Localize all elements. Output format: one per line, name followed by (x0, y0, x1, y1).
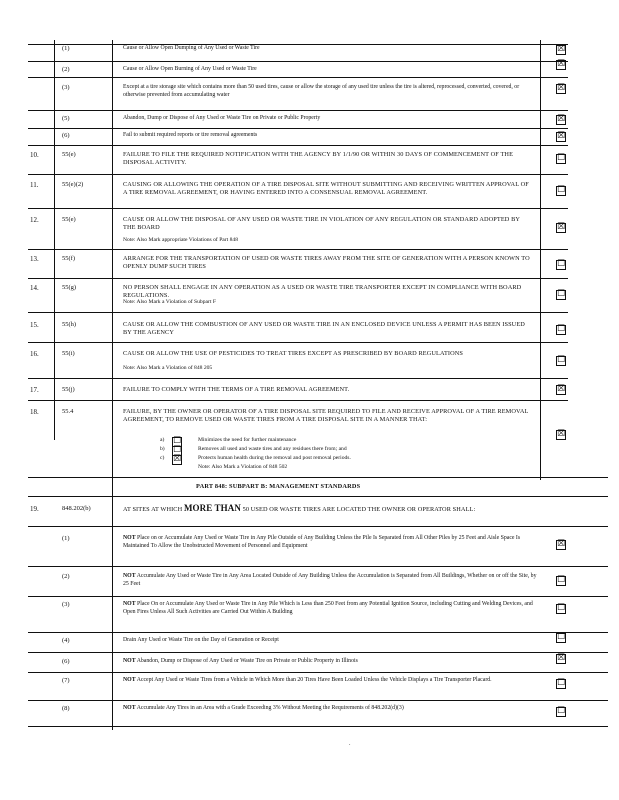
rule (28, 249, 568, 250)
violation-checkbox[interactable]: ☒ (557, 384, 566, 394)
rule (28, 596, 608, 597)
row-bold: NOT (123, 601, 136, 607)
row-section: (6) (62, 658, 70, 665)
rule (28, 526, 608, 527)
sub-item-text: Removes all used and waste tires and any residues there from; and (198, 446, 347, 452)
violation-checkbox[interactable]: ☐ (557, 289, 566, 299)
row-text: CAUSE OR ALLOW THE USE OF PESTICIDES TO TREAT TIRES EXCEPT AS PRESCRIBED BY BOARD REGULATIONS (123, 350, 463, 357)
row-section: 55(e) (62, 216, 76, 223)
row-text: CAUSE OR ALLOW THE COMBUSTION OF ANY USED OR WASTE TIRE IN AN ENCLOSED DEVICE UNLESS A PERMIT HAS BEEN ISSUED BY THE AGENCY (123, 321, 525, 336)
row-text: Cause or Allow Open Dumping of Any Used or Waste Tire (123, 45, 260, 51)
row-text: Accumulate Any Used or Waste Tire in Any Area Located Outside of Any Building Unless the Accumulation is Separated from All Buildings, Whether on or off the Site, by 25 Feet (123, 573, 537, 587)
row-text: FAILURE, BY THE OWNER OR OPERATOR OF A TIRE DISPOSAL SITE REQUIRED TO FILE AND RECEIVE APPROVAL OF A TIRE REMOVAL AGREEMENT, TO REMOVE USED OR WASTE TIRES FROM A TIRE DISPOSAL SITE IN A MANNER THAT: (123, 408, 529, 423)
row-text: CAUSING OR ALLOWING THE OPERATION OF A TIRE DISPOSAL SITE WITHOUT SUBMITTING AND RECEIVING WRITTEN APPROVAL OF A TIRE REMOVAL AGREEMENT, OR HAVING ENTERED INTO A CONSENSUAL REMOVAL AGREEMENT. (123, 181, 529, 196)
row-bold: NOT (123, 658, 136, 664)
row-text: ARRANGE FOR THE TRANSPORTATION OF USED OR WASTE TIRES AWAY FROM THE SITE OF GENERATION WITH A PERSON KNOWN TO OPENLY DUMP SUCH TIRES (123, 255, 530, 270)
sub-item-label: c) (160, 455, 165, 461)
sub-item-checkbox[interactable]: ☒ (173, 454, 182, 464)
sub-item-label: a) (160, 437, 165, 443)
row-number: 16. (30, 350, 39, 358)
rule (28, 672, 608, 673)
rule (28, 378, 568, 379)
sub-note-text: Note: Also Mark a Violation of 848 502 (198, 464, 288, 470)
rule (28, 400, 568, 401)
rule (28, 77, 568, 78)
violation-checkbox[interactable]: ☐ (557, 632, 566, 642)
row-number: 19. (30, 505, 39, 513)
row-text: Abandon, Dump or Dispose of Any Used or Waste Tire on Private or Public Property (123, 115, 321, 121)
row-section: (2) (62, 66, 70, 73)
row-section: (1) (62, 535, 70, 542)
row-section: (6) (62, 132, 70, 139)
violation-checkbox[interactable]: ☐ (557, 259, 566, 269)
column-rule (54, 40, 55, 440)
row-text (123, 505, 563, 514)
row-note: Note: Also Mark a Violation of 848 205 (123, 365, 213, 371)
row-section: (3) (62, 84, 70, 91)
part-header: PART 848: SUBPART B: MANAGEMENT STANDARDS (196, 483, 361, 490)
rule (28, 61, 568, 62)
row-section: 55(i) (62, 350, 75, 357)
violation-checkbox[interactable]: ☐ (557, 324, 566, 334)
row-text-pre: AT SITES AT WHICH (123, 506, 184, 513)
rule (28, 312, 568, 313)
row-number: 14. (30, 284, 39, 292)
row-section: 55(h) (62, 321, 77, 328)
row-section: (8) (62, 705, 70, 712)
stray-mark: . (349, 741, 351, 747)
row-text: FAILURE TO COMPLY WITH THE TERMS OF A TIRE REMOVAL AGREEMENT. (123, 386, 350, 393)
row-number: 10. (30, 151, 39, 159)
row-section: (7) (62, 677, 70, 684)
rule (28, 632, 608, 633)
violation-checkbox[interactable]: ☐ (557, 706, 566, 716)
row-text: Accept Any Used or Waste Tires from a Vehicle in Which More than 20 Tires Have Been Loaded Unless the Vehicle Displays a Tire Transporter Placard. (135, 677, 492, 683)
violation-checkbox[interactable]: ☒ (557, 222, 566, 232)
rule (28, 726, 608, 727)
row-number: 17. (30, 386, 39, 394)
row-text: Place on or Accumulate Any Used or Waste Tire in Any Pile Outside of Any Building Unless the Pile Is Separated from All Other Piles by 25 Feet and Aisle Space Is Maintained To Allow the Unobstructed Movement of Personnel and Equipment (123, 535, 521, 549)
row-text: NO PERSON SHALL ENGAGE IN ANY OPERATION AS A USED OR WASTE TIRE TRANSPORTER EXCEPT IN COMPLIANCE WITH BOARD REGULATIONS. (123, 284, 522, 299)
row-text: Fail to submit required reports or tire removal agreements (123, 132, 258, 138)
column-rule (112, 40, 113, 730)
rule (28, 128, 568, 129)
row-bold: NOT (123, 573, 136, 579)
row-text: Place On or Accumulate Any Used or Waste Tire in Any Pile Which is Less than 250 Feet from any Potential Ignition Source, including Cutting and Welding Devices, and Open Fires Unless All Such Activities are Carried Out Within A Building (123, 601, 533, 615)
rule (28, 110, 568, 111)
row-text-post: 50 USED OR WASTE TIRES ARE LOCATED THE OWNER OR OPERATOR SHALL: (240, 506, 476, 513)
violation-checkbox[interactable]: ☒ (557, 59, 566, 69)
row-text: CAUSE OR ALLOW THE DISPOSAL OF ANY USED OR WASTE TIRE IN VIOLATION OF ANY REGULATION OR STANDARD ADOPTED BY THE BOARD (123, 216, 520, 231)
row-section: (2) (62, 573, 70, 580)
row-bold: NOT (123, 677, 136, 683)
row-text: Drain Any Used or Waste Tire on the Day of Generation or Receipt (123, 637, 279, 643)
column-rule (540, 40, 541, 480)
row-text-emphasis: MORE THAN (183, 503, 241, 513)
rule (28, 278, 568, 279)
rule (28, 208, 568, 209)
violation-checkbox[interactable]: ☒ (557, 44, 566, 54)
rule (28, 342, 568, 343)
violation-checkbox[interactable]: ☐ (557, 575, 566, 585)
row-text: Accumulate Any Tires in an Area with a Grade Exceeding 3% Without Meeting the Requirements of 848.202(d)(3) (135, 705, 404, 711)
sub-item-checkbox[interactable]: ☐ (173, 436, 182, 446)
row-section: (3) (62, 601, 70, 608)
rule (28, 700, 608, 701)
row-number: 18. (30, 408, 39, 416)
row-section: 55(f) (62, 255, 75, 262)
row-bold: NOT (123, 705, 136, 711)
row-number: 11. (30, 181, 39, 189)
row-section: (5) (62, 115, 70, 122)
violation-checkbox[interactable]: ☒ (557, 83, 566, 93)
row-bold: NOT (123, 535, 136, 541)
row-text: Abandon, Dump or Dispose of Any Used or Waste Tire on Private or Public Property in Illinois (135, 658, 358, 664)
row-note: Note: Also Mark appropriate Violations of Part 848 (123, 237, 238, 243)
row-section: (1) (62, 45, 70, 52)
row-text: Cause or Allow Open Burning of Any Used or Waste Tire (123, 66, 257, 72)
violation-checkbox[interactable]: ☐ (557, 678, 566, 688)
rule (28, 174, 568, 175)
violation-checkbox[interactable]: ☐ (557, 153, 566, 163)
violation-checkbox[interactable]: ☐ (557, 355, 566, 365)
violation-checkbox[interactable]: ☐ (557, 603, 566, 613)
row-text: Except at a tire storage site which contains more than 50 used tires, cause or allow the storage of any used tire unless the tire is altered, reprocessed, converted, covered, or otherwise prevented from accumulating water (123, 84, 520, 98)
row-number: 13. (30, 255, 39, 263)
row-section: 55(j) (62, 386, 75, 393)
rule (28, 652, 608, 653)
row-section: (4) (62, 637, 70, 644)
row-section: 55(e) (62, 151, 76, 158)
violation-checkbox[interactable]: ☒ (557, 429, 566, 439)
sub-item-label: b) (160, 446, 165, 452)
row-note: Note: Also Mark a Violation of Subpart F (123, 299, 216, 305)
violation-checkbox[interactable]: ☐ (557, 185, 566, 195)
rule (28, 496, 608, 497)
row-section: 55(e)(2) (62, 181, 84, 188)
sub-item-text: Protects human health during the removal and post removal periods. (198, 455, 351, 461)
rule (28, 145, 568, 146)
sub-item-text: Minimizes the need for further maintenance (198, 437, 297, 443)
violation-checkbox[interactable]: ☒ (557, 114, 566, 124)
violation-checkbox[interactable]: ☒ (557, 539, 566, 549)
row-number: 12. (30, 216, 39, 224)
row-section: 55.4 (62, 408, 74, 415)
row-section: 55(g) (62, 284, 77, 291)
violation-checkbox[interactable]: ☒ (557, 131, 566, 141)
row-section: 848.202(b) (62, 505, 91, 512)
sub-item-checkbox[interactable]: ☐ (173, 445, 182, 455)
violation-checkbox[interactable]: ☒ (557, 653, 566, 663)
rule (28, 566, 608, 567)
rule (28, 477, 608, 478)
row-text: FAILURE TO FILE THE REQUIRED NOTIFICATION WITH THE AGENCY BY 1/1/90 OR WITHIN 30 DAYS OF COMMENCEMENT OF THE DISPOSAL ACTIVITY. (123, 151, 514, 166)
row-number: 15. (30, 321, 39, 329)
